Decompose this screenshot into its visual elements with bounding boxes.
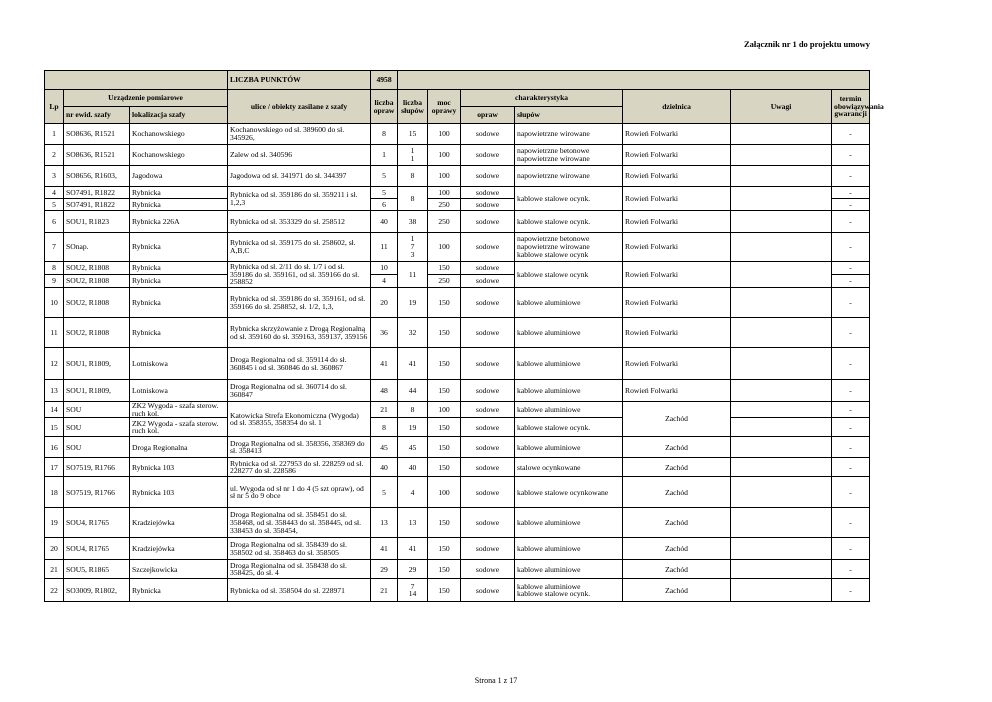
row-district: Rowień Folwarki	[623, 380, 731, 402]
row-poles-count: 8	[398, 187, 428, 211]
row-char-poles: kablowe aluminiowe	[515, 348, 623, 380]
row-cabinet-no: SO7491, R1822	[64, 187, 130, 199]
row-lp: 6	[45, 211, 64, 233]
row-cabinet-no: SOU2, R1808	[64, 288, 130, 318]
row-warranty: -	[832, 579, 870, 602]
row-district: Rowień Folwarki	[623, 233, 731, 262]
row-poles-count: 41	[398, 538, 428, 560]
table-row	[45, 233, 870, 262]
row-power: 100	[428, 477, 461, 508]
row-lp: 22	[45, 579, 64, 602]
row-streets: Droga Regionalna od sł. 358439 do sł. 358502 od sł. 358463 do sł. 358505	[228, 538, 371, 560]
table-row	[45, 348, 870, 380]
row-lp: 16	[45, 437, 64, 458]
row-power: 150	[428, 458, 461, 477]
row-fixtures-count: 48	[371, 380, 398, 402]
row-district: Rowień Folwarki	[623, 262, 731, 288]
row-poles-count: 4	[398, 477, 428, 508]
row-notes	[731, 348, 832, 380]
table-row	[45, 458, 870, 477]
row-cabinet-no: SOU1, R1823	[64, 211, 130, 233]
row-power: 250	[428, 199, 461, 211]
col-characteristics: charakterystyka	[461, 90, 623, 107]
row-char-poles: kablowe aluminiowe	[515, 437, 623, 458]
row-district: Rowień Folwarki	[623, 348, 731, 380]
row-district: Zachód	[623, 508, 731, 538]
row-cabinet-no: SOU2, R1808	[64, 262, 130, 275]
summary-label: LICZBA PUNKTÓW	[228, 71, 371, 90]
row-fixtures-count: 21	[371, 402, 398, 418]
row-cabinet-location: Kochanowskiego	[130, 145, 228, 166]
row-fixtures-count: 11	[371, 233, 398, 262]
row-fixtures-count: 41	[371, 538, 398, 560]
row-streets: Droga Regionalna od sł. 359114 do sł. 360845 i od sł. 360846 do sł. 360867	[228, 348, 371, 380]
row-cabinet-no: SO7519, R1766	[64, 477, 130, 508]
row-poles-count: 11	[398, 262, 428, 288]
row-power: 250	[428, 275, 461, 288]
row-lp: 12	[45, 348, 64, 380]
row-notes	[731, 187, 832, 211]
row-power: 150	[428, 508, 461, 538]
row-poles-count: 41	[398, 348, 428, 380]
row-warranty: -	[832, 166, 870, 187]
row-lp: 3	[45, 166, 64, 187]
row-poles-count: 1 1	[398, 145, 428, 166]
row-cabinet-location: Rybnicka 226A	[130, 211, 228, 233]
row-cabinet-no: SOU	[64, 402, 130, 418]
row-poles-count: 19	[398, 288, 428, 318]
row-char-fixtures: sodowe	[461, 211, 515, 233]
row-char-fixtures: sodowe	[461, 538, 515, 560]
row-fixtures-count: 1	[371, 145, 398, 166]
row-warranty: -	[832, 437, 870, 458]
row-cabinet-location: Lotniskowa	[130, 380, 228, 402]
row-poles-count: 19	[398, 418, 428, 437]
row-district: Rowień Folwarki	[623, 211, 731, 233]
row-district: Zachód	[623, 458, 731, 477]
row-char-fixtures: sodowe	[461, 145, 515, 166]
col-notes: Uwagi	[731, 90, 832, 124]
row-warranty: -	[832, 560, 870, 579]
row-cabinet-no: SOU4, R1765	[64, 538, 130, 560]
row-warranty: -	[832, 477, 870, 508]
row-lp: 21	[45, 560, 64, 579]
row-poles-count: 8	[398, 166, 428, 187]
row-fixtures-count: 40	[371, 458, 398, 477]
row-streets: Droga Regionalna od sł. 358356, 358369 do sł. 358413	[228, 437, 371, 458]
col-char-fixtures: opraw	[461, 107, 515, 124]
row-cabinet-no: SO7519, R1766	[64, 458, 130, 477]
row-char-fixtures: sodowe	[461, 262, 515, 275]
row-cabinet-no: SOU2, R1808	[64, 275, 130, 288]
row-warranty: -	[832, 187, 870, 199]
row-cabinet-location: Lotniskowa	[130, 348, 228, 380]
row-poles-count: 44	[398, 380, 428, 402]
row-streets: Zalew od sł. 340596	[228, 145, 371, 166]
row-fixtures-count: 13	[371, 508, 398, 538]
row-char-fixtures: sodowe	[461, 187, 515, 199]
row-notes	[731, 318, 832, 348]
row-district: Rowień Folwarki	[623, 124, 731, 145]
row-lp: 13	[45, 380, 64, 402]
row-fixtures-count: 5	[371, 187, 398, 199]
row-streets: Kochanowskiego od sł. 389600 do sł. 345926,	[228, 124, 371, 145]
row-notes	[731, 579, 832, 602]
row-power: 100	[428, 402, 461, 418]
row-cabinet-no: SOU	[64, 437, 130, 458]
row-lp: 11	[45, 318, 64, 348]
row-streets: Rybnicka od sł. 358504 do sł. 228971	[228, 579, 371, 602]
row-district: Rowień Folwarki	[623, 166, 731, 187]
row-lp: 9	[45, 275, 64, 288]
table-row	[45, 560, 870, 579]
row-char-poles: kablowe stalowe ocynkowane	[515, 477, 623, 508]
row-char-fixtures: sodowe	[461, 418, 515, 437]
table-row	[45, 418, 870, 437]
row-streets: Droga Regionalna od sł. 358438 do sł. 358425, do sł. 4	[228, 560, 371, 579]
col-district: dzielnica	[623, 90, 731, 124]
row-fixtures-count: 40	[371, 211, 398, 233]
row-cabinet-no: SO7491, R1822	[64, 199, 130, 211]
row-power: 100	[428, 124, 461, 145]
table-row	[45, 288, 870, 318]
row-lp: 5	[45, 199, 64, 211]
row-notes	[731, 477, 832, 508]
row-lp: 19	[45, 508, 64, 538]
row-cabinet-no: SOU1, R1809,	[64, 348, 130, 380]
row-cabinet-location: Rybnicka	[130, 275, 228, 288]
row-cabinet-no: SO8636, R1521	[64, 124, 130, 145]
table-row	[45, 538, 870, 560]
row-char-fixtures: sodowe	[461, 233, 515, 262]
row-notes	[731, 538, 832, 560]
row-poles-count: 13	[398, 508, 428, 538]
row-lp: 7	[45, 233, 64, 262]
row-poles-count: 29	[398, 560, 428, 579]
row-char-fixtures: sodowe	[461, 318, 515, 348]
row-cabinet-no: SOnap.	[64, 233, 130, 262]
row-cabinet-no: SOU4, R1765	[64, 508, 130, 538]
row-notes	[731, 145, 832, 166]
col-fixtures-count: liczba opraw	[371, 90, 398, 124]
table-row	[45, 187, 870, 199]
row-power: 100	[428, 233, 461, 262]
row-fixtures-count: 4	[371, 275, 398, 288]
table-row	[45, 124, 870, 145]
row-lp: 4	[45, 187, 64, 199]
row-warranty: -	[832, 275, 870, 288]
row-char-fixtures: sodowe	[461, 348, 515, 380]
row-fixtures-count: 29	[371, 560, 398, 579]
row-cabinet-location: Kradziejówka	[130, 538, 228, 560]
row-lp: 10	[45, 288, 64, 318]
row-power: 150	[428, 348, 461, 380]
row-streets: Rybnicka od sł. 359186 do sł. 359211 i sł. 1,2,3	[228, 187, 371, 211]
row-char-fixtures: sodowe	[461, 288, 515, 318]
row-cabinet-location: ZK2 Wygoda - szafa sterow. ruch kol.	[130, 402, 228, 418]
row-fixtures-count: 41	[371, 348, 398, 380]
row-cabinet-no: SOU5, R1865	[64, 560, 130, 579]
row-cabinet-no: SOU2, R1808	[64, 318, 130, 348]
row-warranty: -	[832, 418, 870, 437]
row-char-poles: kablowe aluminiowe	[515, 318, 623, 348]
row-cabinet-location: Kochanowskiego	[130, 124, 228, 145]
row-cabinet-location: Jagodowa	[130, 166, 228, 187]
row-warranty: -	[832, 402, 870, 418]
row-lp: 18	[45, 477, 64, 508]
col-poles-count: liczba słupów	[398, 90, 428, 124]
row-cabinet-location: Rybnicka	[130, 318, 228, 348]
row-char-poles: kablowe stalowe ocynk.	[515, 418, 623, 437]
row-power: 150	[428, 318, 461, 348]
row-cabinet-location: Rybnicka	[130, 233, 228, 262]
row-power: 150	[428, 437, 461, 458]
row-poles-count: 32	[398, 318, 428, 348]
table-row	[45, 262, 870, 275]
row-warranty: -	[832, 318, 870, 348]
table-row	[45, 211, 870, 233]
row-cabinet-location: Rybnicka 103	[130, 477, 228, 508]
row-streets: Rybnicka skrzyżowanie z Drogą Regionalną od sł. 359160 do sł. 359163, 359137, 359156	[228, 318, 371, 348]
row-char-fixtures: sodowe	[461, 477, 515, 508]
row-warranty: -	[832, 211, 870, 233]
row-cabinet-no: SOU	[64, 418, 130, 437]
row-warranty: -	[832, 262, 870, 275]
row-streets: Droga Regionalna od sł. 360714 do sł. 360847	[228, 380, 371, 402]
row-notes	[731, 211, 832, 233]
row-poles-count: 15	[398, 124, 428, 145]
row-power: 150	[428, 380, 461, 402]
col-lp: Lp	[45, 90, 64, 124]
col-cabinet-no: nr ewid. szafy	[64, 107, 130, 124]
row-char-poles: stalowe ocynkowane	[515, 458, 623, 477]
row-char-fixtures: sodowe	[461, 124, 515, 145]
row-notes	[731, 458, 832, 477]
row-lp: 1	[45, 124, 64, 145]
row-char-fixtures: sodowe	[461, 560, 515, 579]
row-char-poles: kablowe aluminiowe	[515, 508, 623, 538]
row-lp: 8	[45, 262, 64, 275]
row-poles-count: 38	[398, 211, 428, 233]
row-district: Rowień Folwarki	[623, 187, 731, 211]
row-char-poles: kablowe aluminiowe	[515, 560, 623, 579]
row-notes	[731, 437, 832, 458]
row-streets: ul. Wygoda od sł nr 1 do 4 (5 szt opraw), od sł nr 5 do 9 obce	[228, 477, 371, 508]
row-power: 100	[428, 187, 461, 199]
row-poles-count: 1 7 3	[398, 233, 428, 262]
row-lp: 15	[45, 418, 64, 437]
row-char-poles: kablowe aluminiowe kablowe stalowe ocynk.	[515, 579, 623, 602]
row-fixtures-count: 21	[371, 579, 398, 602]
row-char-poles: napowietrzne betonowe napowietrzne wirowane kablowe stalowe ocynk	[515, 233, 623, 262]
row-warranty: -	[832, 233, 870, 262]
row-notes	[731, 233, 832, 262]
row-char-fixtures: sodowe	[461, 380, 515, 402]
row-notes	[731, 508, 832, 538]
table-row	[45, 402, 870, 418]
row-cabinet-location: Rybnicka	[130, 187, 228, 199]
row-char-poles: kablowe aluminiowe	[515, 538, 623, 560]
row-district: Zachód	[623, 560, 731, 579]
row-cabinet-location: Rybnicka	[130, 288, 228, 318]
col-streets: ulice / obiekty zasilane z szafy	[228, 90, 371, 124]
row-warranty: -	[832, 508, 870, 538]
row-notes	[731, 402, 832, 418]
row-power: 150	[428, 579, 461, 602]
row-char-poles: kablowe stalowe ocynk.	[515, 187, 623, 211]
row-notes	[731, 166, 832, 187]
table-row	[45, 579, 870, 602]
row-streets: Rybnicka od sł. 359175 do sł. 258602, sł. A,B,C	[228, 233, 371, 262]
row-fixtures-count: 8	[371, 418, 398, 437]
row-fixtures-count: 6	[371, 199, 398, 211]
row-power: 250	[428, 211, 461, 233]
row-streets: Rybnicka od sł. 2/11 do sł. 1/7 i od sł. 359186 do sł. 359161, od sł. 359166 do sł. 258852	[228, 262, 371, 288]
row-char-poles: kablowe aluminiowe	[515, 288, 623, 318]
row-char-poles: kablowe stalowe ocynk.	[515, 211, 623, 233]
row-char-fixtures: sodowe	[461, 437, 515, 458]
attachment-title: Załącznik nr 1 do projektu umowy	[743, 39, 870, 49]
col-power: moc oprawy	[428, 90, 461, 124]
row-notes	[731, 262, 832, 288]
row-warranty: -	[832, 348, 870, 380]
row-cabinet-location: Droga Regionalna	[130, 437, 228, 458]
row-char-poles: kablowe aluminiowe	[515, 380, 623, 402]
row-cabinet-location: Kradziejówka	[130, 508, 228, 538]
row-district: Zachód	[623, 477, 731, 508]
row-fixtures-count: 5	[371, 166, 398, 187]
row-district: Rowień Folwarki	[623, 145, 731, 166]
col-device-group: Urządzenie pomiarowe	[64, 90, 228, 107]
row-warranty: -	[832, 458, 870, 477]
lighting-table	[44, 70, 884, 602]
row-char-fixtures: sodowe	[461, 402, 515, 418]
row-streets: Katowicka Strefa Ekonomiczna (Wygoda) od sł. 358355, 358354 do sł. 1	[228, 402, 371, 437]
row-char-poles: kablowe aluminiowe	[515, 402, 623, 418]
row-char-fixtures: sodowe	[461, 458, 515, 477]
row-char-fixtures: sodowe	[461, 579, 515, 602]
table-row	[45, 437, 870, 458]
row-cabinet-location: Rybnicka	[130, 262, 228, 275]
row-district: Zachód	[623, 579, 731, 602]
row-warranty: -	[832, 380, 870, 402]
row-district: Zachód	[623, 538, 731, 560]
row-notes	[731, 124, 832, 145]
header-blank	[45, 71, 228, 90]
row-cabinet-location: Rybnicka	[130, 579, 228, 602]
row-poles-count: 8	[398, 402, 428, 418]
col-warranty: termin obowiązywania gwarancji	[832, 90, 870, 124]
row-notes	[731, 418, 832, 437]
row-char-poles: napowietrzne wirowane	[515, 124, 623, 145]
row-power: 150	[428, 262, 461, 275]
table-row	[45, 380, 870, 402]
row-cabinet-location: Szczejkowicka	[130, 560, 228, 579]
summary-value: 4958	[371, 71, 398, 90]
row-poles-count: 45	[398, 437, 428, 458]
row-power: 100	[428, 166, 461, 187]
row-warranty: -	[832, 199, 870, 211]
row-lp: 17	[45, 458, 64, 477]
row-streets: Rybnicka od sł. 227953 do sł. 228259 od sł. 228277 do sł. 228586	[228, 458, 371, 477]
row-char-fixtures: sodowe	[461, 166, 515, 187]
row-poles-count: 7 14	[398, 579, 428, 602]
row-warranty: -	[832, 124, 870, 145]
row-fixtures-count: 8	[371, 124, 398, 145]
row-fixtures-count: 5	[371, 477, 398, 508]
row-warranty: -	[832, 288, 870, 318]
row-warranty: -	[832, 538, 870, 560]
row-cabinet-no: SO8636, R1521	[64, 145, 130, 166]
row-notes	[731, 288, 832, 318]
table-row	[45, 508, 870, 538]
row-power: 150	[428, 418, 461, 437]
row-fixtures-count: 20	[371, 288, 398, 318]
row-cabinet-no: SO3009, R1802,	[64, 579, 130, 602]
header-blank-right	[398, 71, 870, 90]
table-row	[45, 477, 870, 508]
row-char-fixtures: sodowe	[461, 199, 515, 211]
row-district: Rowień Folwarki	[623, 318, 731, 348]
row-fixtures-count: 45	[371, 437, 398, 458]
row-char-fixtures: sodowe	[461, 508, 515, 538]
row-fixtures-count: 10	[371, 262, 398, 275]
row-lp: 14	[45, 402, 64, 418]
row-power: 100	[428, 145, 461, 166]
table-row	[45, 166, 870, 187]
row-streets: Droga Regionalna od sł. 358451 do sł. 358468, od sł. 358443 do sł. 358445, od sł. 338453 do sł. 358454,	[228, 508, 371, 538]
row-streets: Jagodowa od sł. 341971 do sł. 344397	[228, 166, 371, 187]
row-power: 150	[428, 288, 461, 318]
row-lp: 20	[45, 538, 64, 560]
row-district: Rowień Folwarki	[623, 288, 731, 318]
row-char-fixtures: sodowe	[461, 275, 515, 288]
row-streets: Rybnicka od sł. 353329 do sł. 258512	[228, 211, 371, 233]
row-cabinet-no: SO8656, R1603,	[64, 166, 130, 187]
row-cabinet-location: ZK2 Wygoda - szafa sterow. ruch kol.	[130, 418, 228, 437]
row-power: 150	[428, 538, 461, 560]
row-streets: Rybnicka od sł. 359186 do sł. 359161, od sł. 359166 do sł. 258852, sł. 1/2, 1,3,	[228, 288, 371, 318]
row-notes	[731, 560, 832, 579]
row-cabinet-location: Rybnicka	[130, 199, 228, 211]
row-notes	[731, 380, 832, 402]
row-warranty: -	[832, 145, 870, 166]
row-poles-count: 40	[398, 458, 428, 477]
col-char-poles: słupów	[515, 107, 623, 124]
row-char-poles: napowietrzne betonowe napowietrzne wirowane	[515, 145, 623, 166]
table-row	[45, 318, 870, 348]
row-district: Zachód	[623, 437, 731, 458]
table-row	[45, 145, 870, 166]
row-char-poles: napowietrzne wirowane	[515, 166, 623, 187]
row-cabinet-location: Rybnicka 103	[130, 458, 228, 477]
row-power: 150	[428, 560, 461, 579]
page-number: Strona 1 z 17	[474, 676, 518, 685]
row-lp: 2	[45, 145, 64, 166]
row-char-poles: kablowe stalowe ocynk	[515, 262, 623, 288]
row-cabinet-no: SOU1, R1809,	[64, 380, 130, 402]
row-district: Zachód	[623, 402, 731, 437]
col-cabinet-location: lokalizacja szafy	[130, 107, 228, 124]
row-fixtures-count: 36	[371, 318, 398, 348]
